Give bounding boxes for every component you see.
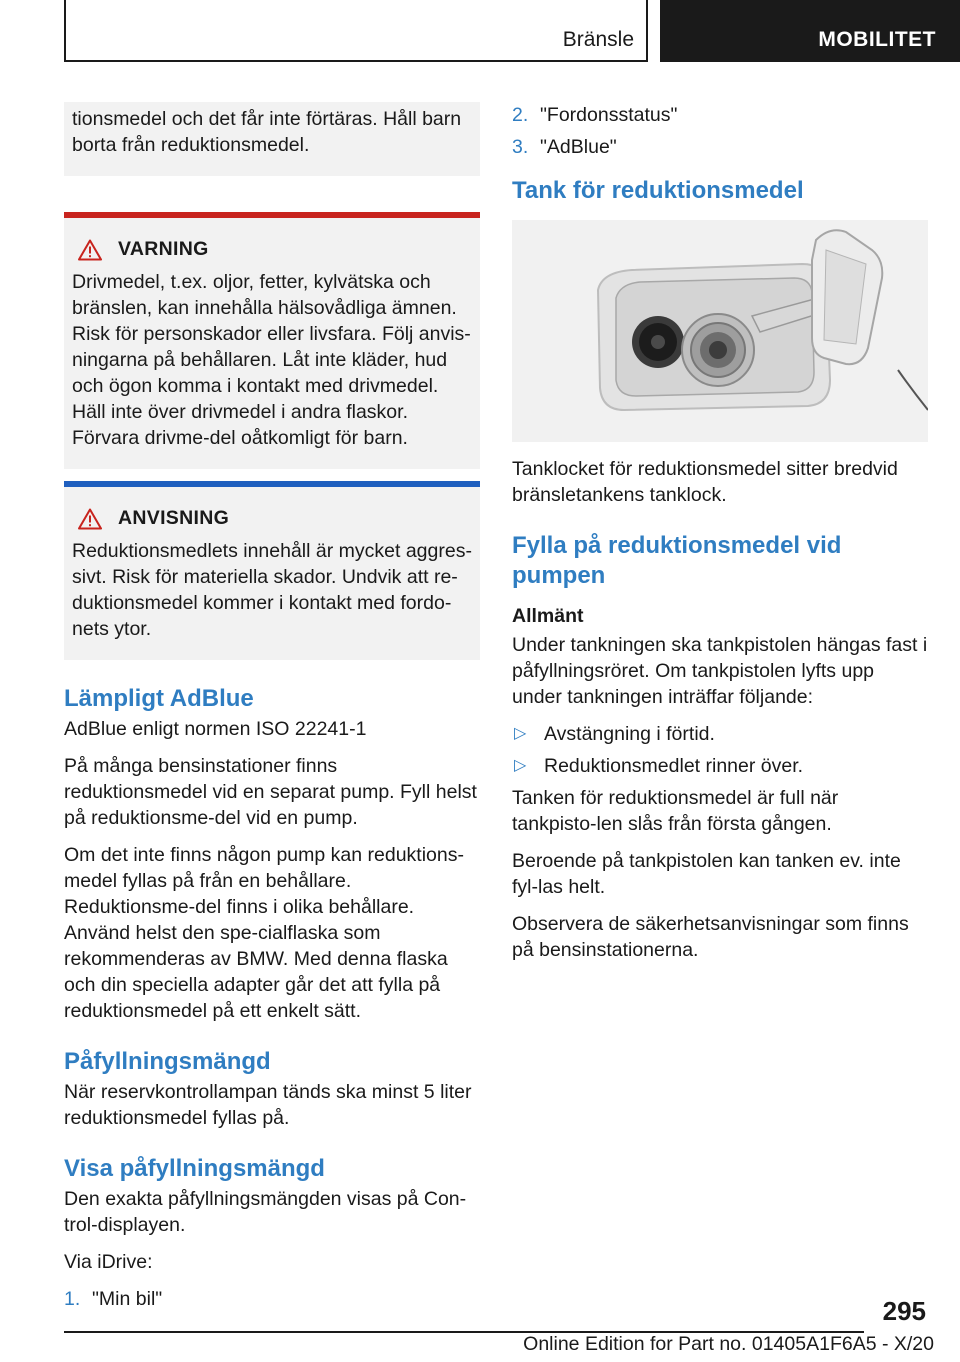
paragraph: När reservkontrollampan tänds ska minst 5 liter reduktionsmedel fyllas på.: [64, 1081, 472, 1129]
section-title: Bränsle: [562, 28, 634, 51]
list-item: [512, 134, 928, 160]
heading-suitable-adblue: Lämpligt AdBlue: [64, 685, 254, 712]
chapter-title: MOBILITET: [818, 28, 936, 51]
warning-triangle-icon: [78, 239, 102, 261]
paragraph: AdBlue enligt normen ISO 22241-1: [64, 718, 367, 740]
step-text: "Min bil": [92, 1288, 163, 1310]
continued-warning-text: tionsmedel och det får inte förtäras. Håll barn borta från reduktionsmedel.: [72, 108, 462, 156]
notice-box: [64, 481, 480, 660]
notice-text: Reduktionsmedlets innehåll är mycket aggres-sivt. Risk för materiella skador. Undvik att re-duktionsmedel kommer i kontakt med fordo-nets ytor.: [72, 540, 472, 640]
subheading-general: Allmänt: [512, 605, 584, 627]
warning-box: [64, 212, 480, 469]
edition-note: Online Edition for Part no. 01405A1F6A5 - X/20: [523, 1333, 934, 1355]
heading-show-fill-amount: Visa påfyllningsmängd: [64, 1155, 325, 1182]
tank-cap-photo: [512, 220, 928, 442]
bullet-text: Avstängning i förtid.: [544, 723, 715, 745]
idrive-steps-continued: [512, 102, 928, 160]
warning-text: Drivmedel, t.ex. oljor, fetter, kylvätska och bränslen, kan innehålla hälsovådliga ämnen. Risk för personskador eller livsfara. Följ anvis-ningarna på behållaren. Låt inte kläder, hud och ögon komma i kontakt med drivmedel. Häll inte över drivmedel i andra flaskor. Förvara drivme-del oåtkomligt för barn.: [72, 271, 471, 449]
paragraph: Under tankningen ska tankpistolen hängas fast i påfyllningsröret. Om tankpistolen lyfts upp under tankningen inträffar följande:: [512, 634, 928, 708]
step-number: 2.: [512, 104, 529, 126]
warning-title: VARNING: [118, 238, 209, 260]
notice-triangle-icon: [78, 508, 102, 530]
step-text: "Fordonsstatus": [540, 104, 678, 126]
list-item: [64, 1286, 480, 1312]
list-item: [512, 102, 928, 128]
paragraph: På många bensinstationer finns reduktionsmedel vid en separat pump. Fyll helst på reduktionsme-del vid en pump.: [64, 755, 477, 829]
continued-warning-box: [64, 102, 480, 176]
list-item: [512, 721, 928, 747]
heading-tank: Tank för reduktionsmedel: [512, 177, 804, 204]
step-text: "AdBlue": [540, 136, 617, 158]
step-number: 1.: [64, 1288, 81, 1310]
paragraph: Observera de säkerhetsanvisningar som finns på bensinstationerna.: [512, 913, 909, 961]
right-column: [512, 102, 928, 974]
step-number: 3.: [512, 136, 529, 158]
paragraph: Beroende på tankpistolen kan tanken ev. inte fyl-las helt.: [512, 850, 901, 898]
header-section-box: [64, 0, 648, 62]
idrive-steps: [64, 1286, 480, 1312]
left-column: [64, 102, 480, 1318]
notice-title: ANVISNING: [118, 507, 230, 529]
triangle-bullet-icon: ▷: [514, 725, 527, 742]
paragraph: Den exakta påfyllningsmängden visas på Con-trol-displayen.: [64, 1188, 467, 1236]
paragraph: Om det inte finns någon pump kan reduktions-medel fyllas på från en behållare. Reduktionsme-del finns i olika behållare. Använd helst den spe-cialflaska som rekommenderas av BMW. Med denna flaska och din speciella adapter går det att fylla på reduktionsmedel på ett enkelt sätt.: [64, 844, 464, 1022]
paragraph: Tanken för reduktionsmedel är full när tankpisto-len slås från första gången.: [512, 787, 839, 835]
consequence-list: [512, 721, 928, 779]
list-item: [512, 753, 928, 779]
paragraph: Via iDrive:: [64, 1251, 153, 1273]
triangle-bullet-icon: ▷: [514, 757, 527, 774]
figure-caption: Tanklocket för reduktionsmedel sitter bredvid bränsletankens tanklock.: [512, 458, 898, 506]
bullet-text: Reduktionsmedlet rinner över.: [544, 755, 804, 777]
heading-fill-at-pump: Fylla på reduktionsmedel vid pumpen: [512, 532, 842, 589]
heading-fill-amount: Påfyllningsmängd: [64, 1048, 271, 1075]
page-number: 295: [882, 1296, 926, 1326]
header-chapter-tab: [660, 0, 960, 62]
